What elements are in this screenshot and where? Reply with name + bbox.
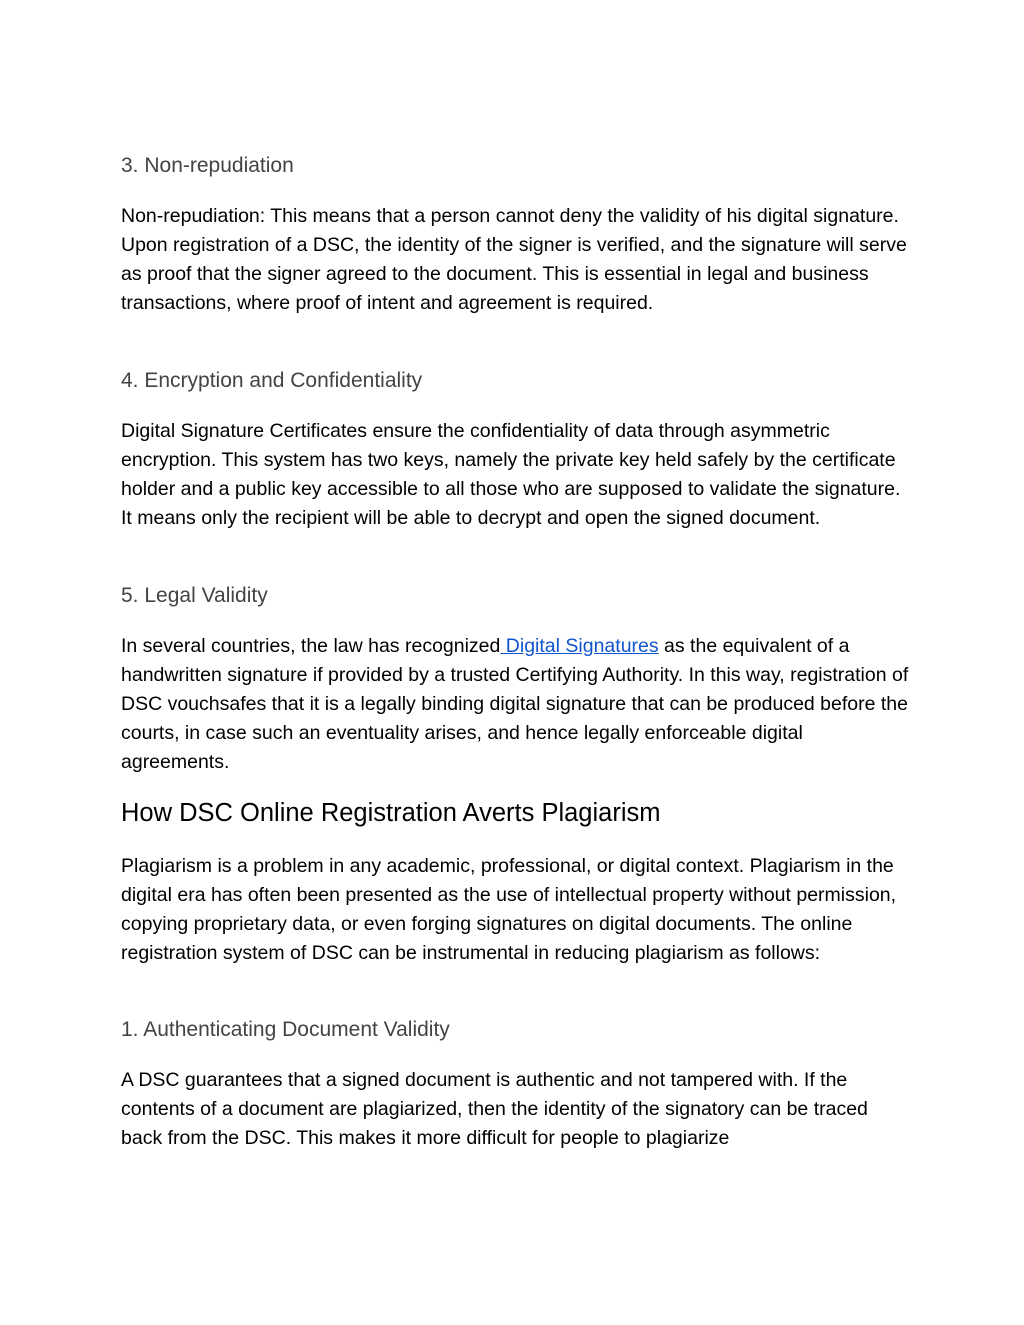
section-heading-encryption: 4. Encryption and Confidentiality bbox=[121, 369, 423, 392]
section-paragraph-legal-validity bbox=[121, 632, 911, 777]
legal-validity-text-after-link: as the equivalent of a handwritten signature if provided by a trusted Certifying Authority. In this way, registration of DSC vouchsafes that it is a legally binding digital signature that can be produced before the courts, in case such an eventuality arises, and hence legally enforceable digital agreements. bbox=[121, 635, 909, 773]
legal-validity-text-before-link: In several countries, the law has recognized bbox=[121, 635, 501, 657]
section-paragraph-encryption: Digital Signature Certificates ensure the confidentiality of data through asymmetric encryption. This system has two keys, namely the private key held safely by the certificate holder and a public key accessible to all those who are supposed to validate the signature. It means only the recipient will be able to decrypt and open the signed document. bbox=[121, 420, 901, 529]
section-heading-legal-validity: 5. Legal Validity bbox=[121, 584, 268, 607]
section-heading-non-repudiation: 3. Non-repudiation bbox=[121, 154, 294, 177]
main-heading: How DSC Online Registration Averts Plagiarism bbox=[121, 799, 661, 827]
section-paragraph-non-repudiation: Non-repudiation: This means that a person cannot deny the validity of his digital signature. Upon registration of a DSC, the identity of the signer is verified, and the signature will serve as proof that the signer agreed to the document. This is essential in legal and business transactions, where proof of intent and agreement is required. bbox=[121, 205, 907, 314]
sub-section-paragraph: A DSC guarantees that a signed document is authentic and not tampered with. If the contents of a document are plagiarized, then the identity of the signatory can be traced back from the DSC. This makes it more difficult for people to plagiarize bbox=[121, 1069, 868, 1149]
main-paragraph: Plagiarism is a problem in any academic, professional, or digital context. Plagiarism in the digital era has often been presented as the use of intellectual property without permission, copying proprietary data, or even forging signatures on digital documents. The online registration system of DSC can be instrumental in reducing plagiarism as follows: bbox=[121, 855, 897, 964]
sub-section-heading: 1. Authenticating Document Validity bbox=[121, 1018, 450, 1041]
digital-signatures-link[interactable]: Digital Signatures bbox=[500, 635, 659, 657]
